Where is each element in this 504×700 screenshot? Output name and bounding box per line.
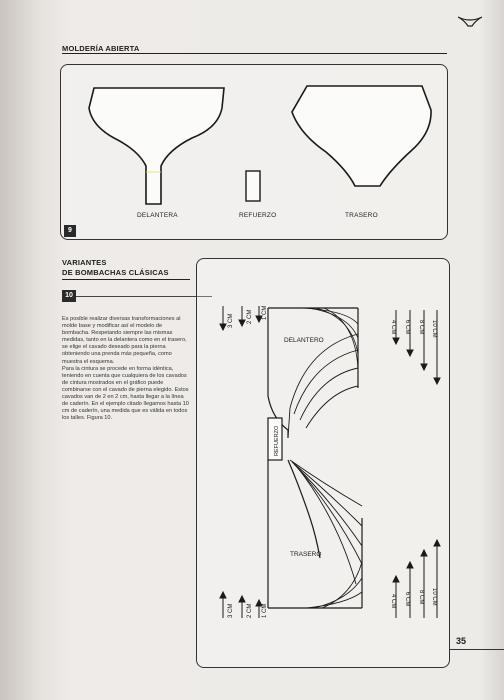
figure10-diagram (196, 258, 448, 666)
section2-rule (62, 279, 190, 280)
top-left-label-2: 2 CM (247, 309, 253, 324)
front-pattern-piece (89, 88, 224, 204)
body-paragraph-2: Para la cintura se procede en forma idéntica, teniendo en cuenta que cualquiera de los cavados de cintura mostrados en el gráfico puede combinarse con el cavado de pierna elegido. Estos cavados van de 2 en 2 cm, hasta llegar a la línea de caderín. En el ejemplo citado llegamos hasta 10 cm de caderín, una medida que es válida en todos los talles. Figura 10. (62, 365, 189, 422)
bottom-left-label-2: 2 CM (247, 603, 253, 618)
top-right-label-3: 8 CM (418, 320, 424, 335)
back-label: TRASERO (345, 212, 378, 219)
gusset-label: REFUERZO (239, 212, 277, 219)
body-text (62, 316, 190, 422)
bottom-right-label-4: 10 CM (431, 588, 437, 606)
body-paragraph-1: Es posible realizar diversas transformaciones al molde base y modificar así el modelo de bombacha. Respetando siempre las mismas medidas, tanto en la delantera como en el trasero, se elige el cavado deseado para la pierna obteniendo una prenda más pequeña, como muestra el esquema. (62, 316, 187, 365)
page-number: 35 (456, 636, 467, 646)
bottom-left-label-1: 3 CM (228, 603, 234, 618)
front-label: DELANTERA (137, 212, 178, 219)
bottom-right-label-2: 6 CM (404, 592, 410, 607)
top-left-label-1: 3 CM (228, 313, 234, 328)
bottom-left-label-3: 1 CM (262, 603, 268, 618)
gusset-pattern-piece (246, 171, 260, 201)
panties-logo-icon (456, 14, 484, 28)
section1-rule (62, 53, 447, 54)
bottom-right-label-1: 4 CM (390, 594, 396, 609)
back-pattern-piece (292, 86, 431, 186)
section2-title-line1: VARIANTES (62, 258, 107, 267)
top-left-label-3: 1 CM (262, 305, 268, 320)
section2-title-line2: DE BOMBACHAS CLÁSICAS (62, 268, 169, 277)
top-right-label-2: 6 CM (404, 320, 410, 335)
top-right-label-4: 10 CM (431, 320, 437, 338)
diagram-back-label: TRASERO (290, 551, 322, 558)
figure10-leader (76, 296, 212, 297)
diagram-front-label: DELANTERO (284, 337, 324, 344)
footer-rule (450, 649, 504, 650)
top-right-label-1: 4 CM (390, 320, 396, 335)
figure9-number: 9 (64, 225, 76, 237)
diagram-gusset-label: REFUERZO (274, 425, 280, 456)
section1-title: MOLDERÍA ABIERTA (62, 44, 140, 53)
figure10-number: 10 (62, 290, 76, 302)
bottom-right-label-3: 8 CM (418, 590, 424, 605)
